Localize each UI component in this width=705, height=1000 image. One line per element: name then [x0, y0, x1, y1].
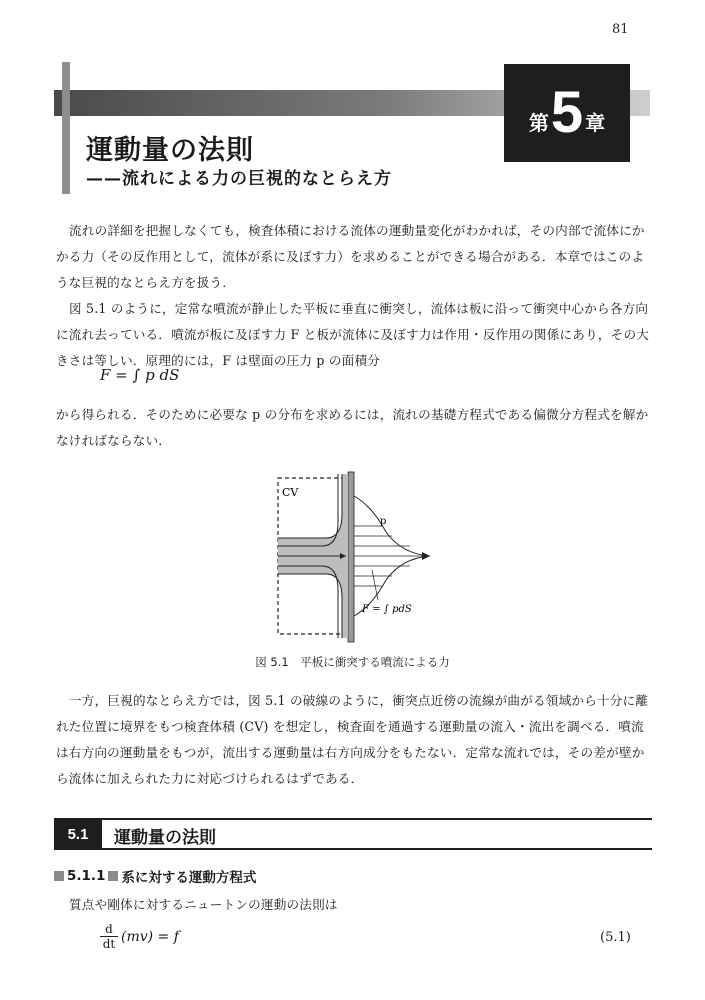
cv-label: CV [282, 486, 299, 499]
equation-number: (5.1) [600, 930, 631, 945]
intro-paragraph-2 [56, 402, 652, 454]
section-heading [54, 818, 652, 850]
pressure-arrows [354, 526, 428, 586]
chapter-title: 運動量の法則 [86, 135, 254, 166]
chapter-prefix: 第 [528, 110, 549, 135]
intro-paragraph-1 [56, 218, 652, 374]
force-integral-label: F = ∫ pdS [362, 604, 412, 615]
equation-newton-law [100, 922, 179, 951]
intro-text-1: 流れの詳細を把握しなくても，検査体積における流体の運動量変化がわかれば，その内部で流体にかかる力（その反作用として，流体が系に及ぼす力）を求めることができる場合がある．本章ではこのような巨視的なとらえ方を扱う． [56, 223, 645, 290]
derivative-denominator: dt [102, 937, 116, 951]
subsection-marker-right [108, 871, 118, 881]
chapter-title-bar [62, 62, 70, 194]
chapter-number: 5 [550, 80, 584, 145]
page-number: 81 [612, 22, 629, 37]
chapter-number-box [504, 64, 630, 162]
equation-rest: (mv) = f [121, 928, 179, 945]
section-title: 運動量の法則 [114, 828, 216, 848]
figure-caption: 図 5.1 平板に衝突する噴流による力 [255, 655, 450, 669]
intro-text-3: から得られる．そのために必要な p の分布を求めるには，流れの基礎方程式である偏微分方程式を解かなければならない． [56, 407, 649, 448]
subsection-marker-left [54, 871, 64, 881]
section-rule-top [102, 818, 652, 820]
chapter-subtitle: ——流れによる力の巨視的なとらえ方 [86, 169, 392, 189]
body-paragraph [56, 892, 652, 918]
equation-pressure-integral: F = ∫ p dS [100, 366, 180, 384]
resultant-arrow-head [422, 552, 430, 560]
after-figure-paragraph [56, 688, 652, 792]
chapter-suffix: 章 [585, 110, 606, 135]
streamline-upper-1 [278, 474, 338, 546]
subsection-number: 5.1.1 [67, 868, 106, 884]
after-figure-text: 一方，巨視的なとらえ方では，図 5.1 の破線のように，衝突点近傍の流線が曲がる領域から十分に離れた位置に境界をもつ検査体積 (CV) を想定し，検査面を通過する運動量の流入・流出を調べる．噴流は右方向の運動量をもつが，流出する運動量は右方向成分をもたない．定常な流れでは，その差が壁から流体に加えられた力に対応づけられるはずである． [56, 693, 649, 786]
body-text-1: 質点や剛体に対するニュートンの運動の法則は [69, 897, 338, 912]
pressure-label: p [380, 516, 387, 527]
subsection-title: 系に対する運動方程式 [121, 870, 257, 886]
subsection-heading [54, 866, 256, 886]
intro-text-2: 図 5.1 のように，定常な噴流が静止した平板に垂直に衝突し，流体は板に沿って衝突中心から各方向に流れ去っている．噴流が板に及ぼす力 F と板が流体に及ぼす力は作用・反作用の関係にあり，その大きさは等しい．原理的には，F は壁面の圧力 p の面積分 [56, 301, 650, 368]
jet-impingement-figure [262, 466, 462, 646]
derivative-numerator: d [105, 922, 113, 936]
flat-plate [348, 472, 354, 642]
force-leader-line [372, 570, 378, 600]
section-rule-bottom [102, 848, 652, 850]
streamline-lower-1 [278, 566, 338, 638]
streamline-upper-2 [278, 474, 342, 538]
streamline-lower-2 [278, 574, 342, 638]
derivative-fraction [100, 922, 118, 951]
section-number: 5.1 [54, 818, 102, 850]
